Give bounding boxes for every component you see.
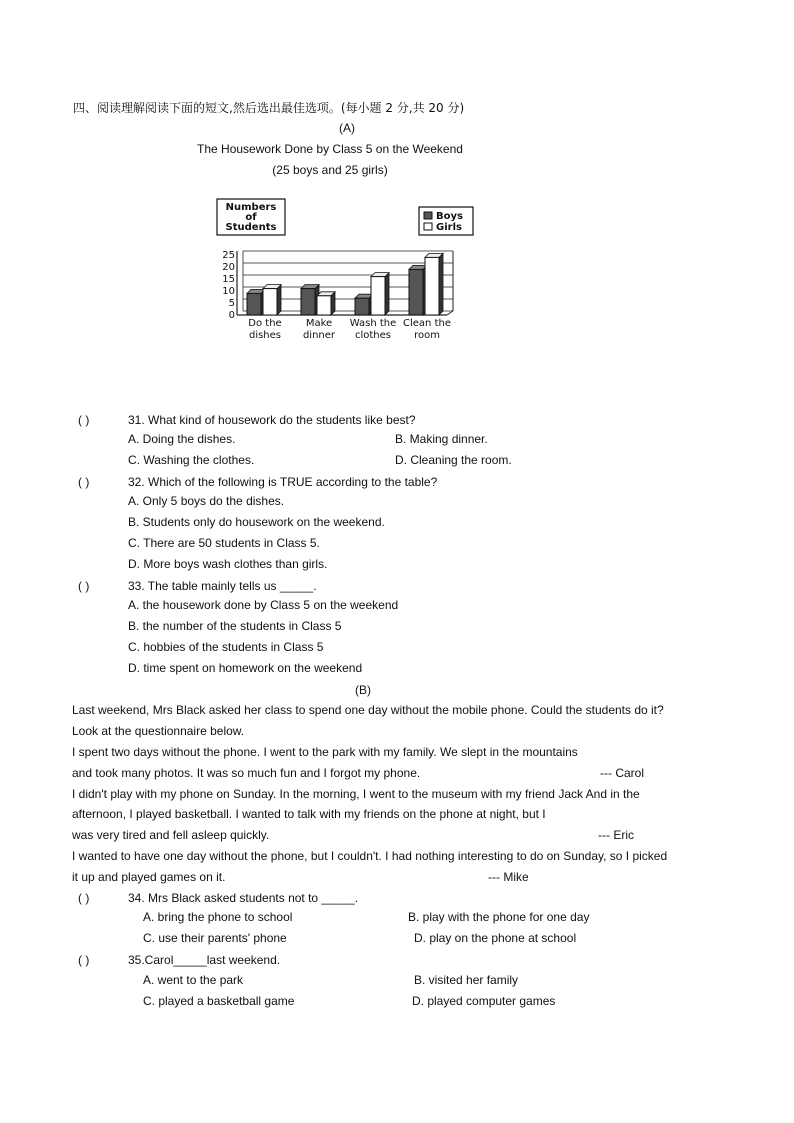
passage-mike-signature: --- Mike [488, 870, 529, 884]
q31-option-b: B. Making dinner. [395, 432, 488, 446]
legend-swatch-girls [424, 223, 432, 230]
q31-option-c: C. Washing the clothes. [128, 453, 255, 467]
q35-option-b: B. visited her family [414, 973, 519, 987]
x-tick-label: Make [305, 318, 333, 329]
ylabel-line: Students [225, 222, 277, 233]
q32-option-d: D. More boys wash clothes than girls. [128, 557, 328, 571]
bar-boys [409, 269, 423, 315]
q32-answer-paren[interactable]: ( ) [78, 475, 90, 489]
passage-mike-1: I wanted to have one day without the phone, but I couldn't. I had nothing interesting to do on Sunday, so I picked [72, 849, 668, 863]
x-tick-label: room [414, 330, 440, 341]
part-b-label: (B) [355, 683, 371, 697]
passage-eric-2: afternoon, I played basketball. I wanted to talk with my friends on the phone at night, but I [72, 807, 546, 821]
section-header: 四、阅读理解阅读下面的短文,然后选出最佳选项。(每小题 2 分,共 20 分) [73, 101, 465, 115]
q32-option-b: B. Students only do housework on the weekend. [128, 515, 385, 529]
bar-boys [301, 289, 315, 315]
passage-b-intro-2: Look at the questionnaire below. [72, 724, 245, 738]
q34-stem: 34. Mrs Black asked students not to _____. [128, 891, 359, 905]
q33-answer-paren[interactable]: ( ) [78, 579, 90, 593]
bar-girls [425, 257, 439, 315]
passage-carol-signature: --- Carol [600, 766, 644, 780]
passage-mike-2: it up and played games on it. [72, 870, 226, 884]
y-tick-label: 15 [222, 274, 235, 285]
q35-stem: 35.Carol_____last weekend. [128, 953, 281, 967]
x-tick-label: Wash the [349, 318, 397, 329]
x-tick-label: clothes [354, 330, 392, 341]
x-tick-label: Do the [248, 318, 282, 329]
part-a-label: (A) [339, 121, 355, 135]
q33-option-a: A. the housework done by Class 5 on the weekend [128, 598, 399, 612]
q33-option-d: D. time spent on homework on the weekend [128, 661, 363, 675]
ylabel-line: of [245, 212, 257, 223]
passage-eric-signature: --- Eric [598, 828, 634, 842]
passage-b-intro-1: Last weekend, Mrs Black asked her class to spend one day without the mobile phone. Could the students do it? [72, 703, 664, 717]
q35-option-a: A. went to the park [143, 973, 244, 987]
q34-option-a: A. bring the phone to school [143, 910, 293, 924]
legend-label: Boys [436, 211, 463, 222]
bar-side [385, 273, 389, 315]
passage-eric-1: I didn't play with my phone on Sunday. In the morning, I went to the museum with my friend Jack And in the [72, 787, 640, 801]
bar-boys [247, 293, 261, 315]
passage-carol-2: and took many photos. It was so much fun and I forgot my phone. [72, 766, 421, 780]
legend-label: Girls [436, 222, 462, 233]
bar-chart [215, 197, 477, 347]
q32-option-a: A. Only 5 boys do the dishes. [128, 494, 285, 508]
q33-option-c: C. hobbies of the students in Class 5 [128, 640, 324, 654]
floor-edge [447, 311, 453, 315]
y-tick-label: 25 [222, 250, 235, 261]
q31-option-d: D. Cleaning the room. [395, 453, 512, 467]
x-tick-label: dishes [248, 330, 282, 341]
q31-answer-paren[interactable]: ( ) [78, 413, 90, 427]
q31-stem: 31. What kind of housework do the students like best? [128, 413, 416, 427]
housework-chart [215, 197, 477, 347]
legend-swatch-boys [424, 212, 432, 219]
q31-option-a: A. Doing the dishes. [128, 432, 236, 446]
q33-stem: 33. The table mainly tells us _____. [128, 579, 317, 593]
q34-answer-paren[interactable]: ( ) [78, 891, 90, 905]
y-tick-label: 0 [228, 310, 235, 321]
bar-boys [355, 298, 369, 315]
q34-option-d: D. play on the phone at school [414, 931, 577, 945]
q34-option-b: B. play with the phone for one day [408, 910, 590, 924]
passage-eric-3: was very tired and fell asleep quickly. [72, 828, 270, 842]
q34-option-c: C. use their parents' phone [143, 931, 287, 945]
x-tick-label: dinner [302, 330, 336, 341]
q32-option-c: C. There are 50 students in Class 5. [128, 536, 320, 550]
q35-answer-paren[interactable]: ( ) [78, 953, 90, 967]
bar-girls [317, 296, 331, 315]
q33-option-b: B. the number of the students in Class 5 [128, 619, 342, 633]
chart-title: The Housework Done by Class 5 on the Weekend [197, 142, 463, 156]
q32-stem: 32. Which of the following is TRUE according to the table? [128, 475, 438, 489]
q35-option-c: C. played a basketball game [143, 994, 295, 1008]
y-tick-label: 5 [228, 298, 235, 309]
bar-side [277, 285, 281, 315]
y-tick-label: 10 [222, 286, 235, 297]
bar-girls [263, 289, 277, 315]
chart-subtitle: (25 boys and 25 girls) [272, 163, 388, 177]
y-tick-label: 20 [222, 262, 235, 273]
q35-option-d: D. played computer games [412, 994, 556, 1008]
ylabel-line: Numbers [225, 202, 277, 213]
bar-girls [371, 277, 385, 315]
passage-carol-1: I spent two days without the phone. I went to the park with my family. We slept in the mountains [72, 745, 578, 759]
x-tick-label: Clean the [403, 318, 451, 329]
bar-side [439, 253, 443, 315]
